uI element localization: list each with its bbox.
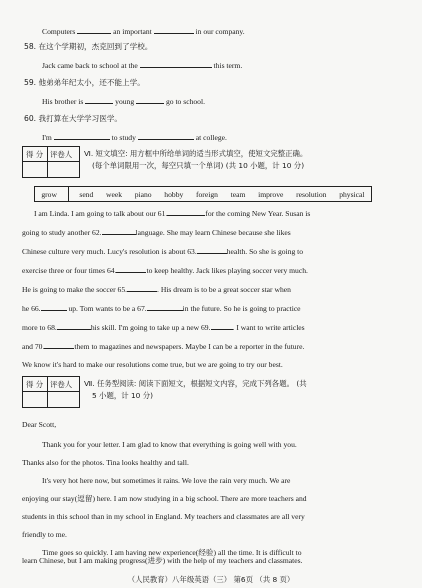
letter-line: Time goes so quickly. I am having new experience(经验) all the time. It is difficult to xyxy=(42,548,302,557)
word-bank-item: resolution xyxy=(296,189,327,199)
letter-line: Thanks also for the photos. Tina looks healthy and tall. xyxy=(22,458,189,467)
word-bank-item: physical xyxy=(339,189,365,199)
passage-line xyxy=(22,322,305,333)
answer-blank-61[interactable] xyxy=(167,208,205,216)
q60-answer-line xyxy=(42,132,227,143)
answer-blank-64[interactable] xyxy=(116,265,146,273)
passage-text: up. Tom wants to be a 67. xyxy=(66,304,147,313)
word-bank-item: piano xyxy=(134,189,152,199)
q58-text-a: Jack came back to school at the xyxy=(42,61,138,70)
score-label: 得 分 xyxy=(26,150,44,159)
q59-text-b: young xyxy=(115,97,135,106)
passage-line xyxy=(34,208,310,219)
passage-text: in the future. So he is going to practice xyxy=(182,304,301,313)
q-top-line xyxy=(42,26,245,37)
word-bank-item: send xyxy=(79,189,94,199)
passage-text: health. So she is going to xyxy=(226,247,304,256)
passage-text: exercise three or four times 64. xyxy=(22,266,117,275)
q60-text-c: at college. xyxy=(195,133,227,142)
word-bank-item: foreign xyxy=(195,189,218,199)
passage-text: his skill. I'm going to take up a new 69. xyxy=(90,323,211,332)
passage-line xyxy=(22,284,291,295)
q60-text-a: I'm xyxy=(42,133,52,142)
q59-prompt: 59. 他弟弟年纪太小，还不能上学。 xyxy=(24,78,145,87)
passage-text: . I want to write articles xyxy=(232,323,305,332)
passage-text: going to study another 62. xyxy=(22,228,102,237)
answer-blank-70[interactable] xyxy=(44,341,74,349)
section6-title: Ⅵ. 短文填空: 用方框中所给单词的适当形式填空，使短文完整正确。 xyxy=(84,149,308,158)
score-label: 得 分 xyxy=(26,380,44,389)
passage-text: them to magazines and newspapers. Maybe I can be a reporter in the future. xyxy=(74,342,305,351)
q60-text-b: to study xyxy=(111,133,136,142)
answer-blank-69[interactable] xyxy=(211,322,233,330)
letter-line: friendly to me. xyxy=(22,530,67,539)
passage-line xyxy=(22,265,308,276)
q58-prompt: 58. 在这个学期初，杰克回到了学校。 xyxy=(24,42,153,51)
answer-blank[interactable] xyxy=(54,132,110,140)
passage-text: We know it's hard to make our resolutions come true, but we are going to try our best. xyxy=(22,360,283,369)
passage-text: language. She may learn Chinese because she likes xyxy=(135,228,291,237)
letter-line: Thank you for your letter. I am glad to know that everything is going well with you. xyxy=(42,440,297,449)
letter-line: enjoying our stay(逗留) here. I am now studying in a big school. There are more teachers and xyxy=(22,494,307,503)
passage-text: He is going to make the soccer 65. xyxy=(22,285,128,294)
word-bank-item: team xyxy=(230,189,246,199)
page-footer: （人民教育）八年级英语（三） 第6页 （共 8 页） xyxy=(127,575,295,584)
q-top-text-b: an important xyxy=(113,27,152,36)
answer-blank[interactable] xyxy=(77,26,111,34)
passage-text: more to 68. xyxy=(22,323,57,332)
grader-label: 评卷人 xyxy=(50,380,73,389)
section6-subtitle: (每个单词限用一次，每空只填一个单词) (共 10 小题，计 10 分) xyxy=(92,161,305,170)
passage-line xyxy=(22,303,301,314)
score-box-section7 xyxy=(22,376,80,408)
passage-text: for the coming New Year. Susan is xyxy=(205,209,311,218)
q-top-text-a: Computers xyxy=(42,27,76,36)
q58-answer-line xyxy=(42,60,242,71)
answer-blank-67[interactable] xyxy=(147,303,183,311)
q-top-text-c: in our company. xyxy=(195,27,245,36)
word-bank-item: grow xyxy=(41,189,57,199)
word-bank-item: week xyxy=(105,189,123,199)
passage-line xyxy=(22,360,283,370)
letter-greeting: Dear Scott, xyxy=(22,420,57,429)
q59-text-c: go to school. xyxy=(165,97,205,106)
letter-line: learn Chinese, but I am making progress(进步) with the help of my teachers and classmates. xyxy=(22,556,303,565)
answer-blank-68[interactable] xyxy=(57,322,91,330)
section7-title: Ⅶ. 任务型阅读: 阅读下面短文，根据短文内容，完成下列各题。 (共 xyxy=(84,379,307,388)
word-bank-item: hobby xyxy=(164,189,184,199)
letter-line: students in this school than in my school in England. My teachers and classmates are all very xyxy=(22,512,305,521)
passage-text: . His dream is to be a great soccer star when xyxy=(157,285,291,294)
letter-line: It's very hot here now, but sometimes it rains. We love the rain very much. We are xyxy=(42,476,291,485)
passage-line xyxy=(22,227,291,238)
passage-text: he 66. xyxy=(22,304,41,313)
q60-prompt: 60. 我打算在大学学习医学。 xyxy=(24,114,123,123)
score-box-section6 xyxy=(22,146,80,178)
q59-answer-line xyxy=(42,96,205,107)
q59-text-a: His brother is xyxy=(42,97,84,106)
passage-line xyxy=(22,341,304,352)
passage-line xyxy=(22,246,303,257)
passage-text: and 70. xyxy=(22,342,45,351)
answer-blank-63[interactable] xyxy=(197,246,227,254)
answer-blank-66[interactable] xyxy=(41,303,67,311)
answer-blank[interactable] xyxy=(85,96,113,104)
word-bank xyxy=(34,186,372,202)
grader-label: 评卷人 xyxy=(50,150,73,159)
section7-subtitle: 5 小题，计 10 分) xyxy=(92,391,153,400)
answer-blank[interactable] xyxy=(154,26,194,34)
answer-blank[interactable] xyxy=(140,60,212,68)
word-bank-item: improve xyxy=(258,189,284,199)
passage-text: I am Linda. I am going to talk about our 61. xyxy=(34,209,168,218)
passage-text: to keep healthy. Jack likes playing soccer very much. xyxy=(146,266,308,275)
q58-text-b: this term. xyxy=(213,61,243,70)
answer-blank-65[interactable] xyxy=(127,284,157,292)
answer-blank[interactable] xyxy=(138,132,194,140)
answer-blank[interactable] xyxy=(136,96,164,104)
answer-blank-62[interactable] xyxy=(102,227,136,235)
passage-text: Chinese culture very much. Lucy's resolution is about 63. xyxy=(22,247,197,256)
